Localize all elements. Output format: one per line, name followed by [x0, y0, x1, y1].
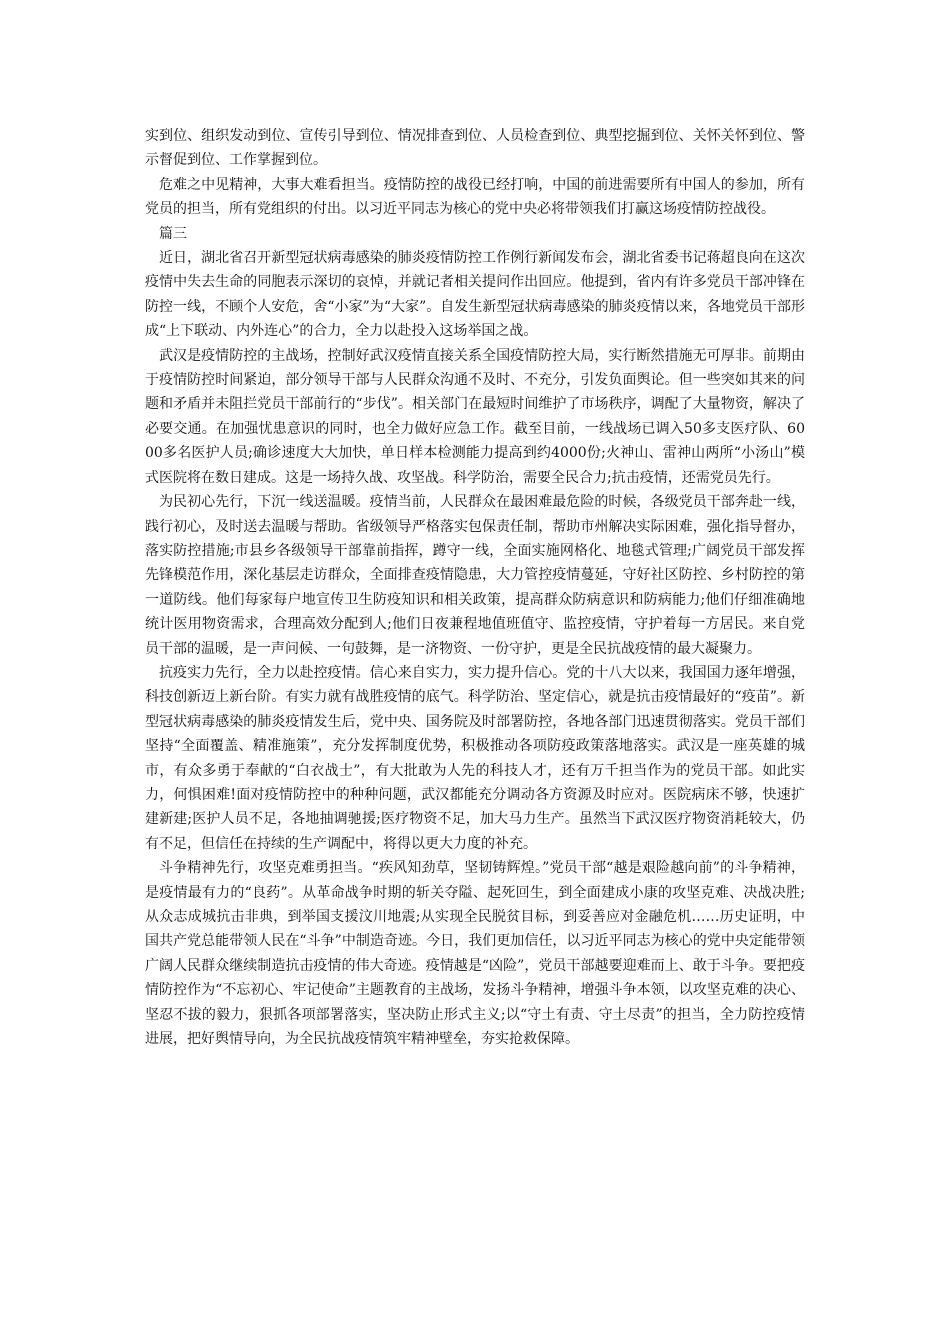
paragraph-4: 武汉是疫情防控的主战场，控制好武汉疫情直接关系全国疫情防控大局，实行断然措施无可厚非。前期由于疫情防控时间紧迫，部分领导干部与人民群众沟通不及时、不充分，引发负面舆论。但一些突如其来的问题和矛盾并未阻拦党员干部前行的“步伐”。相关部门在最短时间维护了市场秩序，调配了大量物资，解决了必要交通。在加强忧患意识的同时，也全力做好应急工作。截至目前，一线战场已调入50多支医疗队、6000多名医护人员;确诊速度大大加快，单日样本检测能力提高到约4000份;火神山、雷神山两所“小汤山”模式医院将在数日建成。这是一场持久战、攻坚战。科学防治，需要全民合力;抗击疫情，还需党员先行。 [145, 347, 805, 486]
paragraph-2: 危难之中见精神，大事大难看担当。疫情防控的战役已经打响，中国的前进需要所有中国人的参加，所有党员的担当，所有党组织的付出。以习近平同志为核心的党中央必将带领我们打赢这场疫情防控战役。 [145, 176, 805, 218]
section-heading: 篇三 [159, 225, 187, 242]
document-body [145, 124, 805, 1051]
paragraph-3: 近日，湖北省召开新型冠状病毒感染的肺炎疫情防控工作例行新闻发布会，湖北省委书记蒋超良向在这次疫情中失去生命的同胞表示深切的哀悼，并就记者相关提问作出回应。他提到，省内有许多党员干部冲锋在防控一线，不顾个人安危，舍“小家”为“大家”。自发生新型冠状病毒感染的肺炎疫情以来，各地党员干部形成“上下联动、内外连心”的合力，全力以赴投入这场举国之战。 [145, 250, 805, 340]
paragraph-7: 斗争精神先行，攻坚克难勇担当。“疾风知劲草，坚韧铸辉煌。”党员干部“越是艰险越向前”的斗争精神，是疫情最有力的“良药”。从革命战争时期的斩关夺隘、起死回生，到全面建成小康的攻坚克难、决战决胜;从众志成城抗击非典，到举国支援汶川地震;从实现全民脱贫目标，到妥善应对金融危机……历史证明，中国共产党总能带领人民在“斗争”中制造奇迹。今日，我们更加信任，以习近平同志为核心的党中央定能带领广阔人民群众继续制造抗击疫情的伟大奇迹。疫情越是“凶险”，党员干部越要迎难而上、敢于斗争。要把疫情防控作为“不忘初心、牢记使命”主题教育的主战场，发扬斗争精神，增强斗争本领，以攻坚克难的决心、坚忍不拔的毅力，狠抓各项部署落实，坚决防止形式主义;以“守土有责、守土尽责”的担当，全力防控疫情进展，把好舆情导向，为全民抗战疫情筑牢精神壁垒，夯实抢救保障。 [145, 860, 805, 1048]
paragraph-6: 抗疫实力先行，全力以赴控疫情。信心来自实力，实力提升信心。党的十八大以来，我国国力逐年增强，科技创新迈上新台阶。有实力就有战胜疫情的底气。科学防治、坚定信心，就是抗击疫情最好的“疫苗”。新型冠状病毒感染的肺炎疫情发生后，党中央、国务院及时部署防控，各地各部门迅速贯彻落实。党员干部们坚持“全面覆盖、精准施策”，充分发挥制度优势，积极推动各项防疫政策落地落实。武汉是一座英雄的城市，有众多勇于奉献的“白衣战士”，有大批敢为人先的科技人才，还有万千担当作为的党员干部。如此实力，何惧困难!面对疫情防控中的种种问题，武汉都能充分调动各方资源及时应对。医院病床不够，快速扩建新建;医护人员不足，各地抽调驰援;医疗物资不足，加大马力生产。虽然当下武汉医疗物资消耗较大，仍有不足，但信任在持续的生产调配中，将得以更大力度的补充。 [145, 664, 805, 852]
paragraph-5: 为民初心先行，下沉一线送温暖。疫情当前，人民群众在最困难最危险的时候，各级党员干部奔赴一线，践行初心，及时送去温暖与帮助。省级领导严格落实包保责任制，帮助市州解决实际困难，强化指导督办，落实防控措施;市县乡各级领导干部靠前指挥，蹲守一线，全面实施网格化、地毯式管理;广阔党员干部发挥先锋模范作用，深化基层走访群众，全面排查疫情隐患，大力管控疫情蔓延，守好社区防控、乡村防控的第一道防线。他们每家每户地宣传卫生防疫知识和相关政策，提高群众防病意识和防病能力;他们仔细准确地统计医用物资需求，合理高效分配到人;他们日夜兼程地值班值守、监控疫情，守护着每一方居民。来自党员干部的温暖，是一声问候、一句鼓舞，是一济物资、一份守护，更是全民抗战疫情的最大凝聚力。 [145, 494, 805, 657]
paragraph-1: 实到位、组织发动到位、宣传引导到位、情况排查到位、人员检查到位、典型挖掘到位、关怀关怀到位、警示督促到位、工作掌握到位。 [145, 128, 805, 169]
